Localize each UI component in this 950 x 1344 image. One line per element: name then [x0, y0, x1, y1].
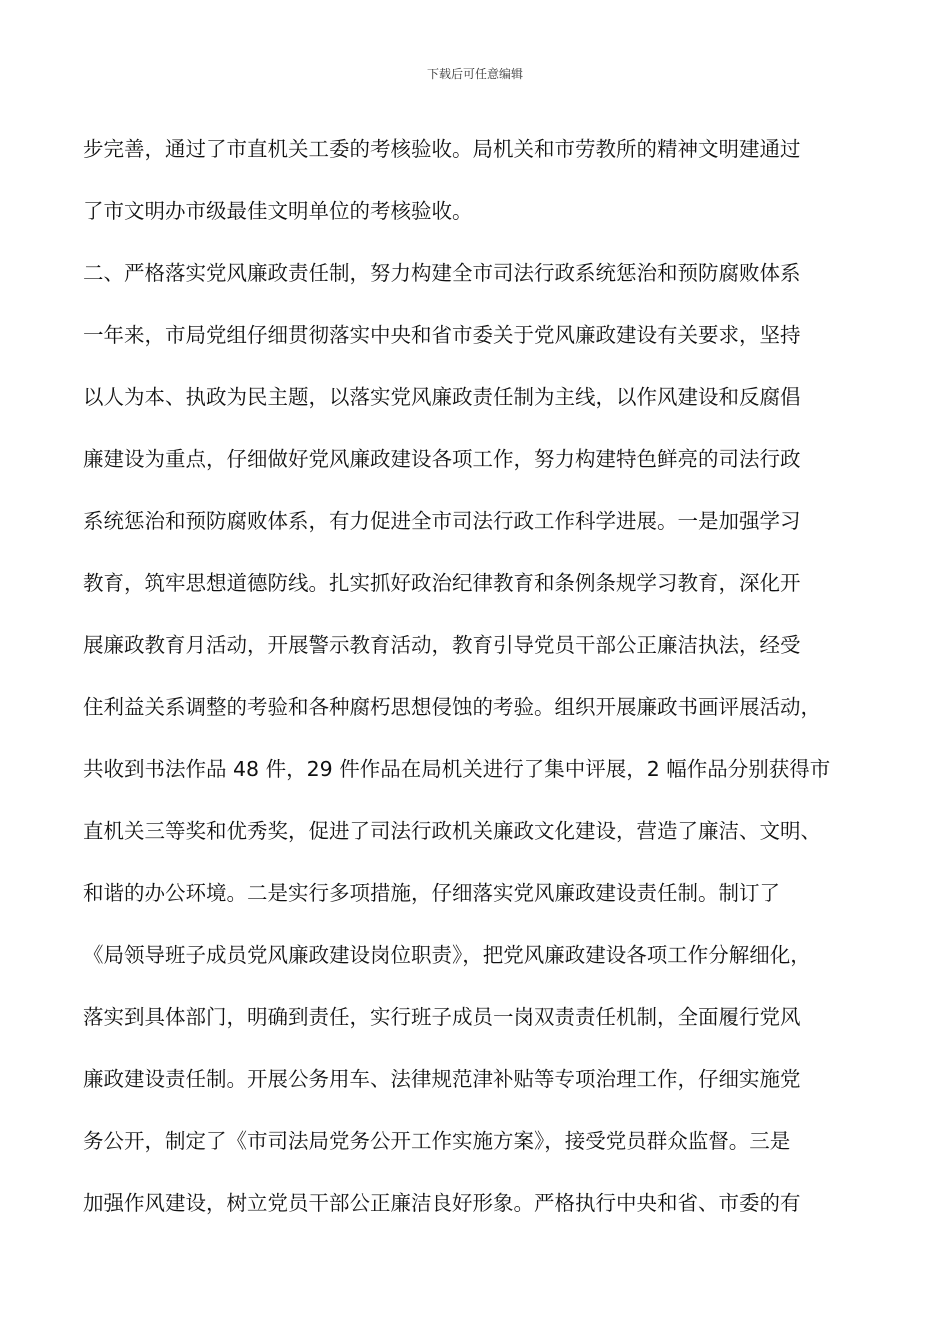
text-line: 住利益关系调整的考验和各种腐朽思想侵蚀的考验。组织开展廉政书画评展活动，: [83, 695, 821, 719]
text-line: 系统惩治和预防腐败体系，有力促进全市司法行政工作科学进展。一是加强学习: [83, 509, 801, 533]
text-line: 加强作风建设，树立党员干部公正廉洁良好形象。严格执行中央和省、市委的有: [83, 1191, 801, 1215]
text-line: 以人为本、执政为民主题，以落实党风廉政责任制为主线，以作风建设和反腐倡: [83, 385, 801, 409]
text-line: 廉政建设责任制。开展公务用车、法律规范津补贴等专项治理工作，仔细实施党: [83, 1067, 801, 1091]
text-line: 教育，筑牢思想道德防线。扎实抓好政治纪律教育和条例条规学习教育，深化开: [83, 571, 801, 595]
text-line: 了市文明办市级最佳文明单位的考核验收。: [83, 199, 473, 223]
text-line: 廉建设为重点，仔细做好党风廉政建设各项工作，努力构建特色鲜亮的司法行政: [83, 447, 801, 471]
text-line: 共收到书法作品 48 件，29 件作品在局机关进行了集中评展，2 幅作品分别获得市: [83, 757, 831, 781]
section-heading: 二、严格落实党风廉政责任制，努力构建全市司法行政系统惩治和预防腐败体系: [83, 261, 801, 285]
document-body: [83, 118, 883, 1234]
text-line: 直机关三等奖和优秀奖，促进了司法行政机关廉政文化建设，营造了廉洁、文明、: [83, 819, 821, 843]
page-header: 下载后可任意编辑: [426, 67, 523, 81]
text-line: 务公开，制定了《市司法局党务公开工作实施方案》，接受党员群众监督。三是: [83, 1129, 791, 1153]
text-line: 落实到具体部门，明确到责任，实行班子成员一岗双责责任机制，全面履行党风: [83, 1005, 801, 1029]
text-line: 一年来，市局党组仔细贯彻落实中央和省市委关于党风廉政建设有关要求，坚持: [83, 323, 801, 347]
text-line: 展廉政教育月活动，开展警示教育活动，教育引导党员干部公正廉洁执法，经受: [83, 633, 801, 657]
text-line: 步完善，通过了市直机关工委的考核验收。局机关和市劳教所的精神文明建通过: [83, 137, 801, 161]
text-line: 《局领导班子成员党风廉政建设岗位职责》，把党风廉政建设各项工作分解细化，: [83, 943, 811, 967]
text-line: 和谐的办公环境。二是实行多项措施，仔细落实党风廉政建设责任制。制订了: [83, 881, 780, 905]
